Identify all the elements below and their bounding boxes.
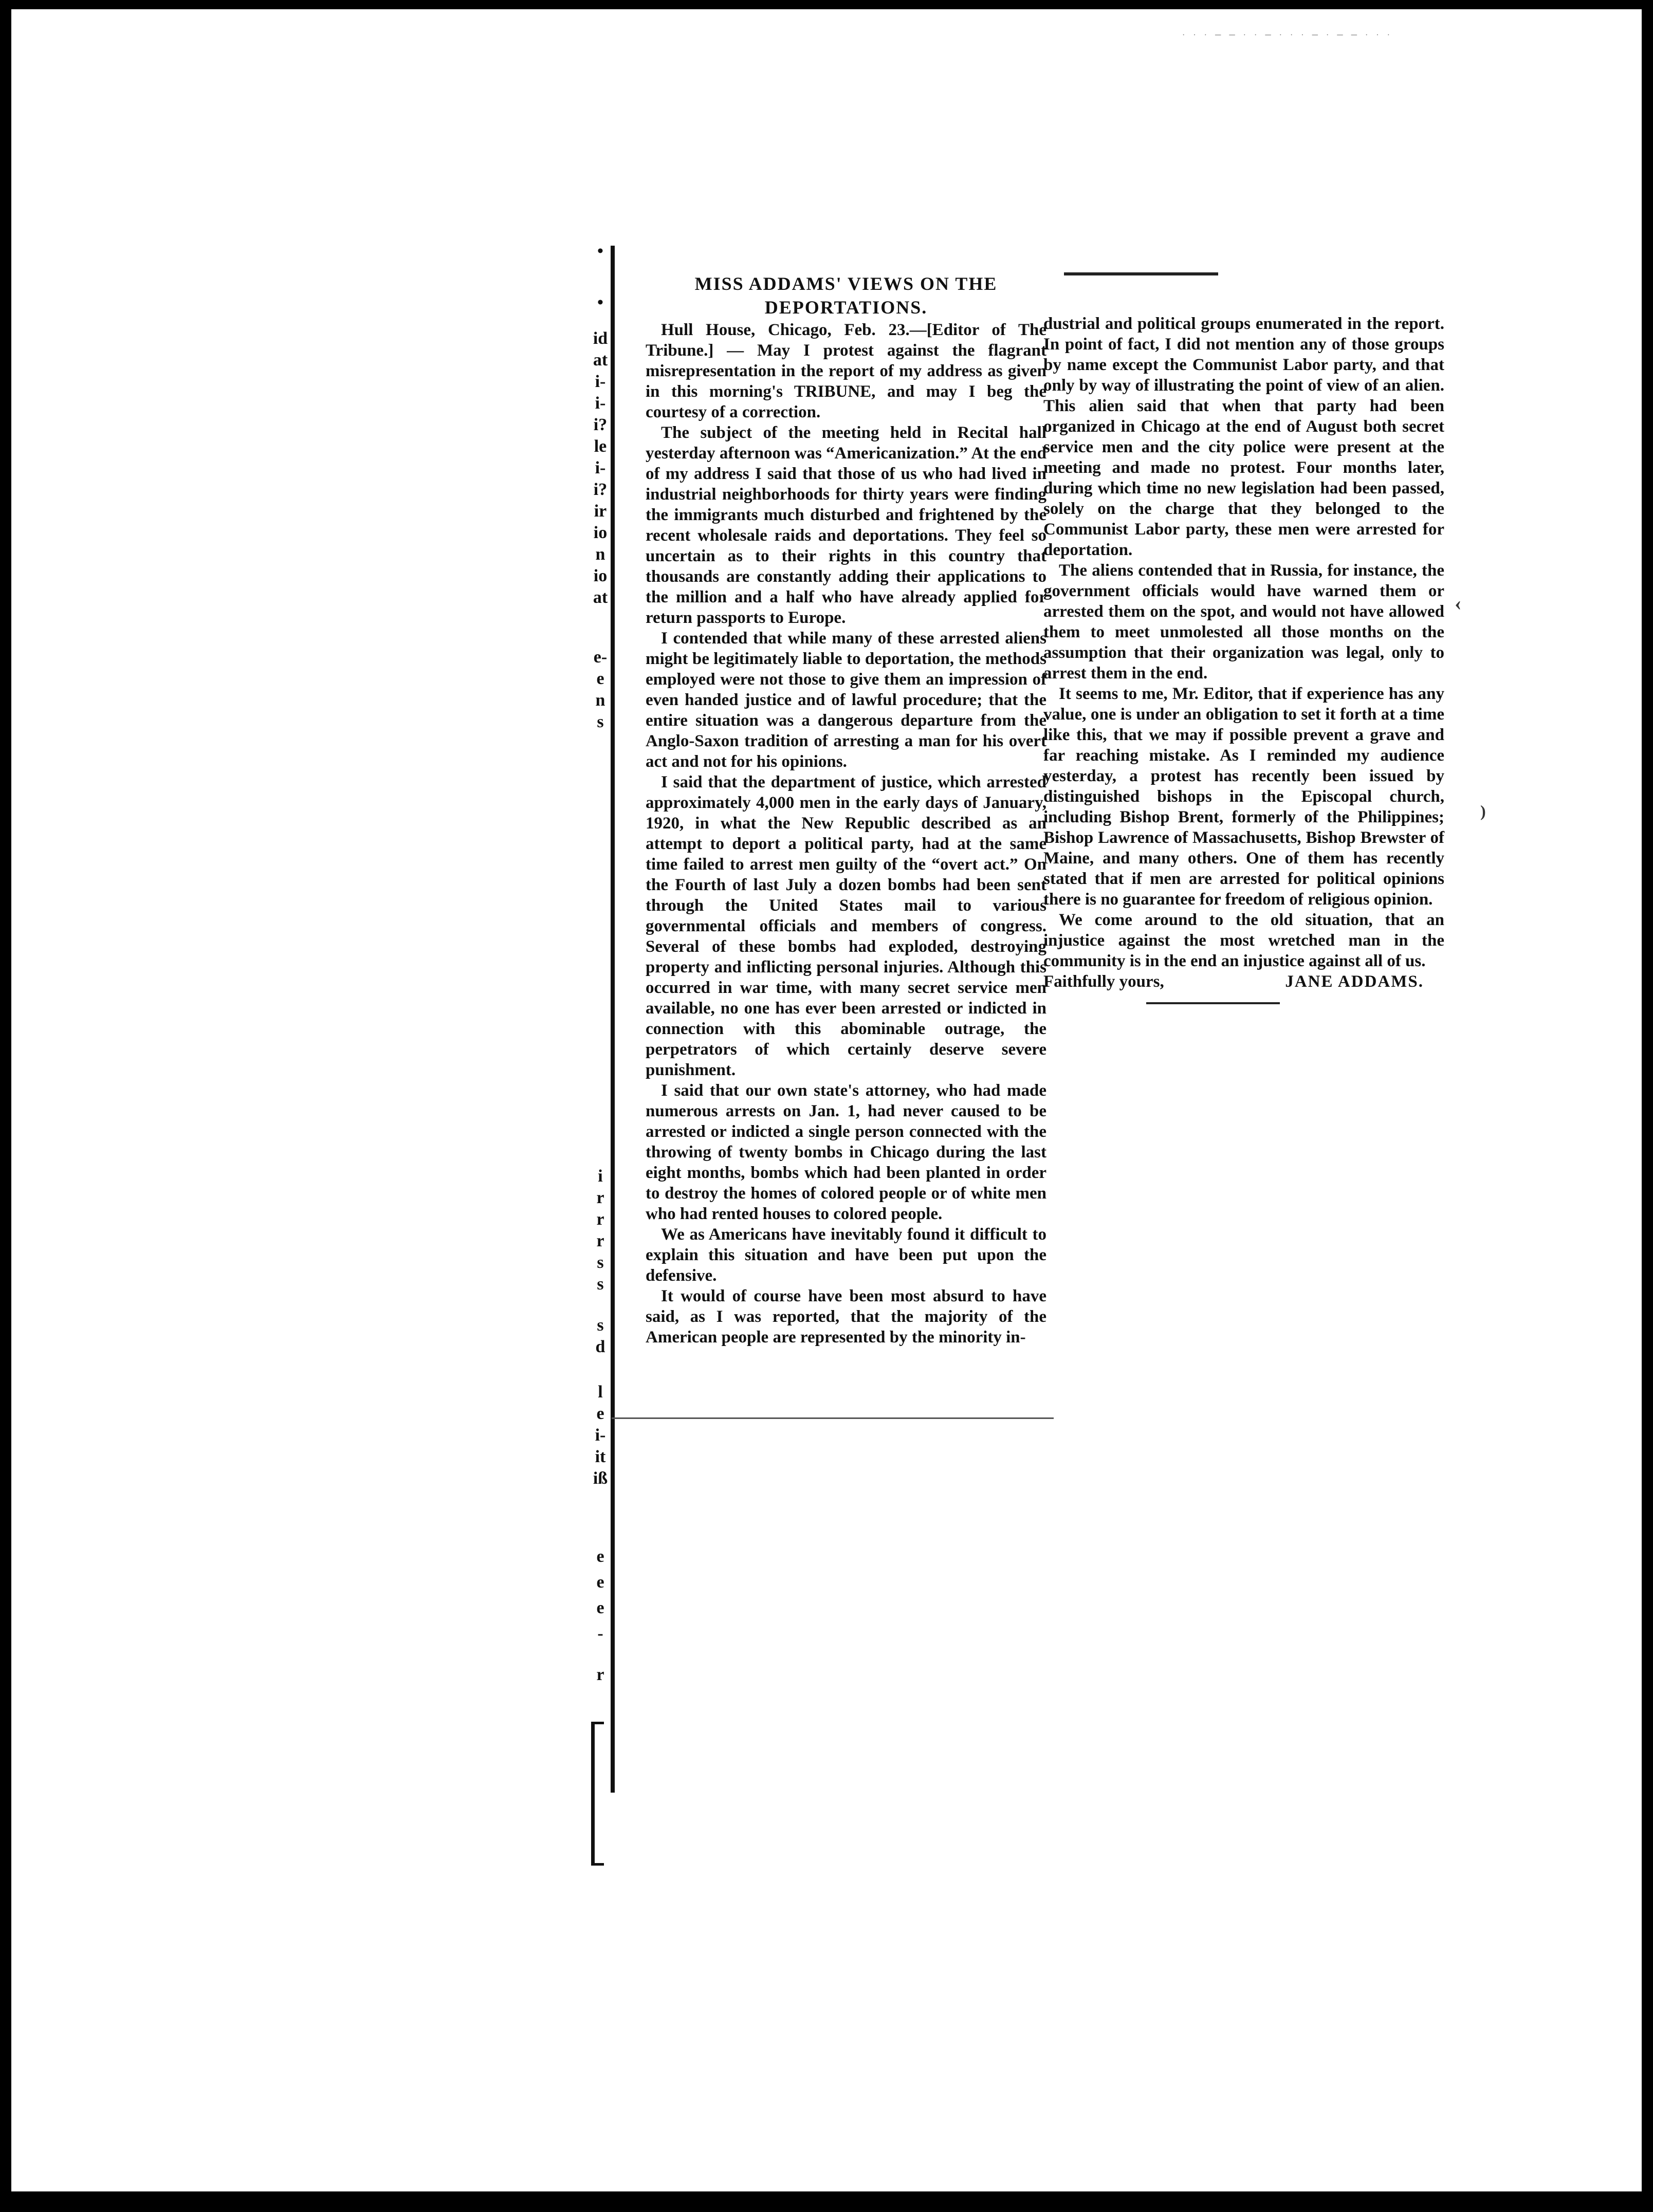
edge-fragment: d (595, 1337, 605, 1356)
edge-fragment: io (593, 523, 608, 542)
article-paragraph: The aliens contended that in Russia, for instance, the government officials would have warned them or arrested them on the spot, and would not have allowed them to meet unmolested all those months on the assumption that their organization was legal, only to arrest them in the end. (1043, 561, 1444, 683)
signature: JANE ADDAMS. (1285, 972, 1424, 991)
article-column-left (646, 272, 1046, 1348)
article-paragraph: The subject of the meeting held in Recital hall yesterday afternoon was “Americanization.” At the end of my address I said that those of us who had lived in industrial neighborhoods for thirty years were finding the immigrants much disturbed and frightened by the recent wholesale raids and deportations. They feel so uncertain as to their rights in this country that thousands are constantly adding their applications to the million and a half who have already applied for return passports to Europe. (646, 423, 1046, 627)
edge-fragment: i- (595, 1426, 606, 1445)
edge-fragment: s (597, 1275, 604, 1294)
scan-border-left (0, 0, 11, 2212)
edge-fragment: i? (593, 415, 608, 434)
article-paragraph: I contended that while many of these arrested aliens might be legitimately liable to deportation, the methods employed were not those to give them an impression of even handed justice and of lawful procedure; that the entire situation was a dangerous departure from the Anglo-Saxon tradition of arresting a man for his overt act and not for his opinions. (646, 629, 1046, 771)
edge-fragment: at (593, 588, 608, 607)
newspaper-clipping (591, 242, 1480, 1809)
scan-border-right (1642, 0, 1653, 2212)
article-paragraph: It seems to me, Mr. Editor, that if experience has any value, one is under an obligation to set it forth at a time like this, that we may if possible prevent a grave and far reaching mistake. As I reminded my audience yesterday, a protest has recently been issued by distinguished bishops in the Episcopal church, including Bishop Brent, formerly of the Philippines; Bishop Lawrence of Massachusetts, Bishop Brewster of Maine, and many others. One of them has recently stated that if men are arrested for political opinions there is no guarantee for freedom of religious opinion. (1043, 685, 1444, 909)
edge-fragment: r (596, 1210, 604, 1229)
edge-fragment: r (596, 1665, 604, 1684)
edge-fragment: e (596, 1573, 604, 1592)
adjacent-column-fragments (591, 242, 612, 1804)
edge-fragment: l (598, 1382, 603, 1402)
edge-fragment: r (596, 1188, 604, 1207)
edge-fragment: e- (593, 648, 608, 667)
column-top-rule (1064, 272, 1218, 275)
edge-fragment: r (596, 1231, 604, 1250)
scan-header-noise: · · · ─ ─ · · ─ · · · ─ · ─ ─ · · · (1182, 31, 1393, 40)
edge-fragment: n (595, 545, 605, 564)
margin-mark: ) (1480, 802, 1486, 820)
article-paragraph: We come around to the old situation, that an injustice against the most wretched man in the community is in the end an injustice against all of us. (1043, 911, 1444, 970)
edge-fragment: at (593, 351, 608, 370)
article-paragraph: It would of course have been most absurd to have said, as I was reported, that the majority of the American people are represented by the minority in- (646, 1287, 1046, 1347)
edge-fragment: • (597, 242, 603, 261)
article-paragraph: I said that our own state's attorney, who had made numerous arrests on Jan. 1, had never caused to be arrested or indicted a single person connected with the throwing of twenty bombs in Chicago during the last eight months, bombs which had been planted in order to destroy the homes of colored people or of white men who had rented houses to colored people. (646, 1081, 1046, 1223)
article-column-right (1043, 314, 1444, 1004)
article-signoff (1043, 971, 1444, 992)
edge-fragment: • (597, 293, 603, 312)
edge-fragment: i- (595, 458, 606, 477)
edge-fragment: ir (594, 502, 607, 521)
article-headline-line-2: DEPORTATIONS. (764, 297, 928, 318)
closing-salutation: Faithfully yours, (1043, 972, 1164, 991)
edge-fragment: io (593, 566, 608, 585)
article-paragraph: I said that the department of justice, which arrested approximately 4,000 men in the early days of January, 1920, in what the New Republic described as an attempt to deport a political party, had at the same time failed to arrest men guilty of the “overt act.” On the Fourth of last July a dozen bombs had been sent through the United States mail to various governmental officials and members of congress. Several of these bombs had exploded, destroying property and inflicting personal injuries. Although this occurred in war time, with many secret service men available, no one has ever been arrested or indicted in connection with this abominable outrage, the perpetrators of which certainly deserve severe punishment. (646, 773, 1046, 1079)
edge-fragment: i (598, 1167, 603, 1186)
edge-fragment: s (597, 712, 604, 731)
article-paragraph: dustrial and political groups enumerated in the report. In point of fact, I did not mention any of those groups by name except the Communist Labor party, and that only by way of illustrating the point of view of an alien. This alien said that when that party had been organized in Chicago at the end of August both secret service men and the city police were present at the meeting and made no protest. Four months later, during which time no new legislation had been passed, solely on the charge that they belonged to the Communist Labor party, these men were arrested for deportation. (1043, 315, 1444, 559)
edge-fragment: i- (595, 394, 606, 413)
edge-fragment: s (597, 1253, 604, 1272)
edge-fragment: iß (593, 1469, 608, 1488)
article-headline-line-1: MISS ADDAMS' VIEWS ON THE (694, 273, 998, 294)
edge-fragment: e (596, 1404, 604, 1423)
margin-mark: ‹ (1455, 592, 1462, 615)
signature-rule (1146, 1002, 1280, 1004)
edge-fragment: e (596, 1547, 604, 1566)
fold-line (612, 1417, 1054, 1419)
edge-fragment: s (597, 1316, 604, 1335)
scan-border-bottom (0, 2191, 1653, 2212)
edge-fragment: it (595, 1447, 606, 1466)
scan-border-top (0, 0, 1653, 9)
edge-fragment: le (594, 437, 607, 456)
edge-fragment: e (596, 1598, 604, 1617)
edge-fragment: id (593, 329, 608, 348)
article-paragraph: Hull House, Chicago, Feb. 23.—[Editor of The Tribune.] — May I protest against the flagrant misrepresentation in the report of my address as given in this morning's TRIBUNE, and may I beg the courtesy of a correction. (646, 321, 1046, 421)
edge-fragment: i- (595, 372, 606, 391)
edge-fragment: - (597, 1624, 603, 1643)
edge-fragment: n (595, 691, 605, 710)
edge-fragment: i? (593, 480, 608, 499)
edge-fragment: e (596, 669, 604, 688)
article-paragraph: We as Americans have inevitably found it difficult to explain this situation and have been put upon the defensive. (646, 1225, 1046, 1285)
